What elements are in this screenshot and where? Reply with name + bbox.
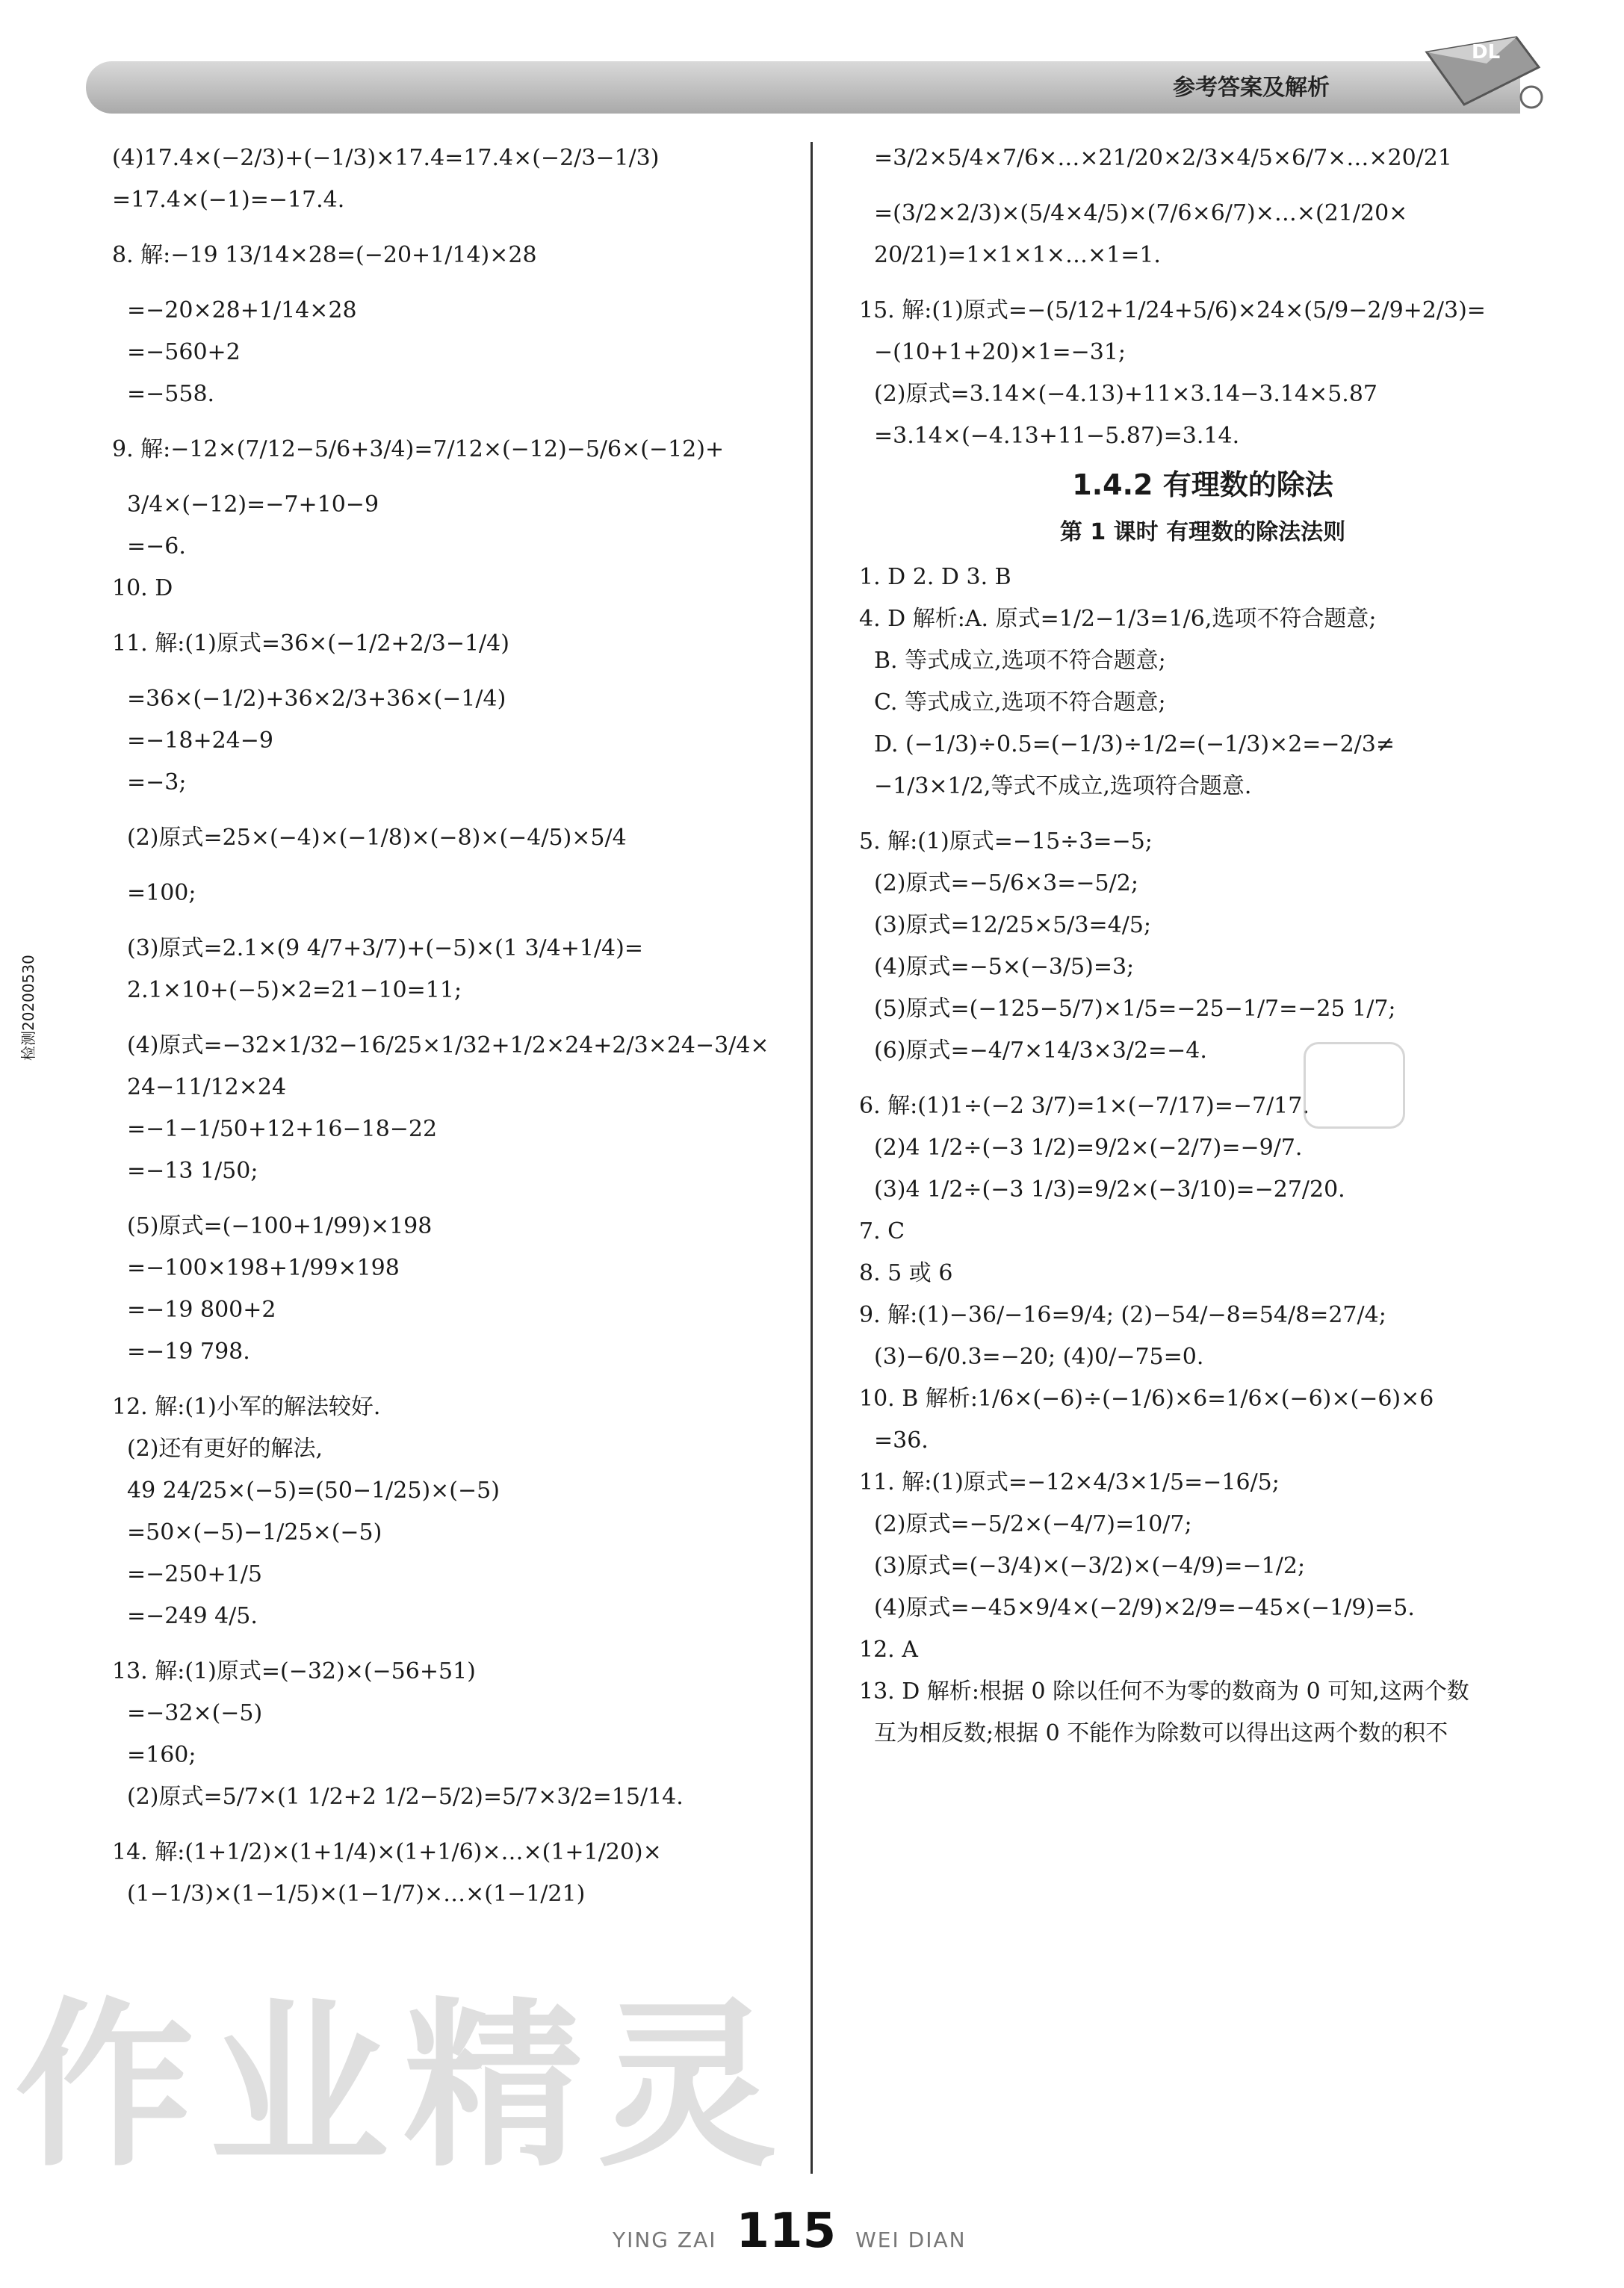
answer-line: =100;: [127, 880, 196, 906]
answer-line: 24−11/12×24: [127, 1074, 287, 1100]
answer-line: =−249 4/5.: [127, 1603, 258, 1629]
answer-line: =−1−1/50+12+16−18−22: [127, 1116, 438, 1142]
answer-line: (2)原式=5/7×(1 1/2+2 1/2−5/2)=5/7×3/2=15/14.: [127, 1784, 684, 1810]
answer-line: C. 等式成立,选项不符合题意;: [874, 689, 1166, 716]
footer-left-text: YING ZAI: [613, 2227, 717, 2252]
answer-line: (3)4 1/2÷(−3 1/3)=9/2×(−3/10)=−27/20.: [874, 1176, 1345, 1203]
publisher-logo-icon: [1419, 22, 1546, 120]
answer-line: (3)−6/0.3=−20; (4)0/−75=0.: [874, 1344, 1204, 1370]
answer-line: (6)原式=−4/7×14/3×3/2=−4.: [874, 1038, 1207, 1064]
answer-line: (3)原式=2.1×(9 4/7+3/7)+(−5)×(1 3/4+1/4)=: [127, 935, 643, 961]
answer-line: (4)原式=−32×1/32−16/25×1/32+1/2×24+2/3×24−3/4×: [127, 1032, 769, 1058]
answer-line: =3/2×5/4×7/6×…×21/20×2/3×4/5×6/7×…×20/21: [874, 145, 1452, 171]
answer-line: D. (−1/3)÷0.5=(−1/3)÷1/2=(−1/3)×2=−2/3≠: [874, 731, 1395, 757]
answer-line: (4)原式=−5×(−3/5)=3;: [874, 954, 1135, 980]
answer-line: B. 等式成立,选项不符合题意;: [874, 648, 1166, 674]
answer-line: 11. 解:(1)原式=−12×4/3×1/5=−16/5;: [859, 1469, 1280, 1495]
answer-line: 2.1×10+(−5)×2=21−10=11;: [127, 977, 462, 1003]
answer-line: 9. 解:−12×(7/12−5/6+3/4)=7/12×(−12)−5/6×(−12)+: [112, 436, 725, 462]
answer-line: −(10+1+20)×1=−31;: [874, 339, 1126, 365]
answer-line: 8. 5 或 6: [859, 1260, 953, 1286]
answer-line: (2)原式=25×(−4)×(−1/8)×(−8)×(−4/5)×5/4: [127, 825, 627, 851]
answer-line: =−32×(−5): [127, 1700, 263, 1726]
header-title: 参考答案及解析: [1173, 75, 1330, 101]
answer-line: =−560+2: [127, 339, 241, 365]
answer-line: 1. D 2. D 3. B: [859, 564, 1011, 590]
answer-line: 8. 解:−19 13/14×28=(−20+1/14)×28: [112, 242, 537, 268]
side-code: 检测20200530: [19, 955, 37, 1061]
watermark: 作业精灵: [15, 1982, 792, 2191]
answer-line: (2)原式=−5/6×3=−5/2;: [874, 870, 1138, 896]
answer-line: (2)还有更好的解法,: [127, 1436, 323, 1462]
answer-line: =−18+24−9: [127, 728, 273, 754]
answer-line: 9. 解:(1)−36/−16=9/4; (2)−54/−8=54/8=27/4;: [859, 1302, 1386, 1328]
answer-line: =−250+1/5: [127, 1561, 262, 1587]
answer-line: 14. 解:(1+1/2)×(1+1/4)×(1+1/6)×…×(1+1/20)×: [112, 1839, 662, 1865]
answer-line: =−19 800+2: [127, 1297, 276, 1323]
answer-line: 10. B 解析:1/6×(−6)÷(−1/6)×6=1/6×(−6)×(−6)×6: [859, 1386, 1434, 1412]
answer-line: −1/3×1/2,等式不成立,选项符合题意.: [874, 773, 1252, 799]
answer-line: 互为相反数;根据 0 不能作为除数可以得出这两个数的积不: [874, 1720, 1448, 1746]
answer-line: (3)原式=12/25×5/3=4/5;: [874, 912, 1152, 938]
answer-line: =160;: [127, 1742, 196, 1768]
page-number: 115: [736, 2204, 837, 2259]
footer: [613, 2204, 967, 2259]
right-column: [859, 142, 1546, 1759]
answer-line: 49 24/25×(−5)=(50−1/25)×(−5): [127, 1478, 500, 1504]
left-column: [112, 142, 784, 1933]
answer-line: =−6.: [127, 533, 186, 559]
answer-line: 3/4×(−12)=−7+10−9: [127, 492, 379, 518]
answer-line: (2)原式=−5/2×(−4/7)=10/7;: [874, 1511, 1192, 1537]
answer-line: 13. 解:(1)原式=(−32)×(−56+51): [112, 1658, 476, 1684]
answer-line: 11. 解:(1)原式=36×(−1/2+2/3−1/4): [112, 630, 509, 657]
stamp-icon: [1304, 1042, 1405, 1129]
answer-line: =17.4×(−1)=−17.4.: [112, 187, 345, 213]
answer-line: (5)原式=(−100+1/99)×198: [127, 1213, 433, 1239]
answer-line: 12. 解:(1)小军的解法较好.: [112, 1394, 381, 1420]
answer-line: =36×(−1/2)+36×2/3+36×(−1/4): [127, 686, 506, 712]
answer-line: 5. 解:(1)原式=−15÷3=−5;: [859, 828, 1153, 855]
answer-line: 15. 解:(1)原式=−(5/12+1/24+5/6)×24×(5/9−2/9+2/3)=: [859, 297, 1486, 323]
answer-line: =36.: [874, 1427, 929, 1454]
footer-right-text: WEI DIAN: [855, 2227, 967, 2252]
answer-line: =−13 1/50;: [127, 1158, 258, 1184]
answer-line: =−20×28+1/14×28: [127, 297, 357, 323]
section-title: 1.4.2 有理数的除法: [1072, 468, 1333, 501]
answer-line: =−3;: [127, 769, 187, 796]
answer-line: (3)原式=(−3/4)×(−3/2)×(−4/9)=−1/2;: [874, 1553, 1306, 1579]
answer-line: 13. D 解析:根据 0 除以任何不为零的数商为 0 可知,这两个数: [859, 1678, 1469, 1705]
answer-line: 20/21)=1×1×1×…×1=1.: [874, 242, 1161, 268]
answer-line: 4. D 解析:A. 原式=1/2−1/3=1/6,选项不符合题意;: [859, 606, 1377, 632]
answer-line: 12. A: [859, 1637, 918, 1663]
answer-line: (2)4 1/2÷(−3 1/2)=9/2×(−2/7)=−9/7.: [874, 1135, 1303, 1161]
answer-line: 10. D: [112, 575, 173, 601]
answer-line: =−19 798.: [127, 1339, 250, 1365]
column-divider: [811, 142, 813, 2174]
answer-line: =−558.: [127, 381, 215, 407]
answer-line: =−100×198+1/99×198: [127, 1255, 400, 1281]
answer-line: (4)17.4×(−2/3)+(−1/3)×17.4=17.4×(−2/3−1/3): [112, 145, 660, 171]
lesson-title: 第 1 课时 有理数的除法法则: [1059, 519, 1346, 545]
answer-line: 7. C: [859, 1218, 905, 1244]
answer-line: (1−1/3)×(1−1/5)×(1−1/7)×…×(1−1/21): [127, 1881, 586, 1907]
answer-line: =(3/2×2/3)×(5/4×4/5)×(7/6×6/7)×…×(21/20×: [874, 200, 1408, 226]
answer-line: =50×(−5)−1/25×(−5): [127, 1519, 382, 1546]
logo-text: DL: [1472, 41, 1501, 63]
answer-line: =3.14×(−4.13+11−5.87)=3.14.: [874, 423, 1240, 449]
answer-line: (4)原式=−45×9/4×(−2/9)×2/9=−45×(−1/9)=5.: [874, 1595, 1415, 1621]
answer-line: (5)原式=(−125−5/7)×1/5=−25−1/7=−25 1/7;: [874, 996, 1396, 1022]
answer-line: 6. 解:(1)1÷(−2 3/7)=1×(−7/17)=−7/17.: [859, 1093, 1310, 1119]
answer-line: (2)原式=3.14×(−4.13)+11×3.14−3.14×5.87: [874, 381, 1378, 407]
